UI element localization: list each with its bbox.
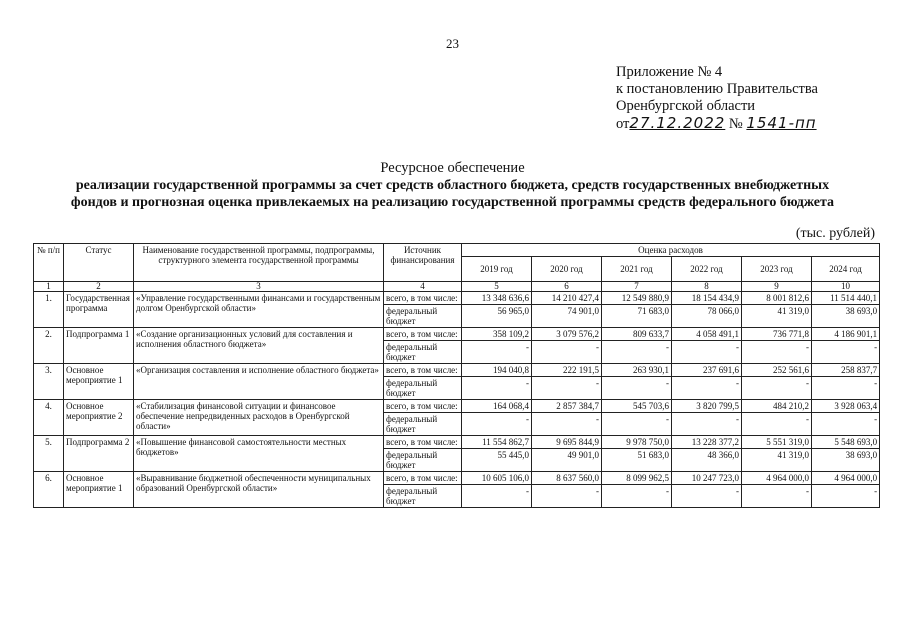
row-value: 38 693,0 — [812, 305, 880, 328]
row-source: федеральный бюджет — [384, 413, 462, 436]
table-row — [34, 292, 880, 305]
appendix-date-line — [616, 115, 818, 133]
row-value: 49 901,0 — [532, 449, 602, 472]
header-num: № п/п — [34, 244, 64, 282]
row-source: всего, в том числе: — [384, 472, 462, 485]
table-body — [34, 292, 880, 508]
title-line-3: фондов и прогнозная оценка привлекаемых на реализацию государственной программы средств федерального бюджета — [70, 195, 835, 210]
row-value: 9 978 750,0 — [602, 436, 672, 449]
row-status: Подпрограмма 2 — [64, 436, 134, 472]
row-value: 4 186 901,1 — [812, 328, 880, 341]
header-name: Наименование государственной программы, подпрограммы, структурного элемента государственной программы — [134, 244, 384, 282]
row-value: 10 247 723,0 — [672, 472, 742, 485]
row-source: всего, в том числе: — [384, 436, 462, 449]
appendix-line-3: Оренбургской области — [616, 98, 756, 114]
resource-table — [33, 243, 880, 508]
row-value: - — [672, 413, 742, 436]
row-value: 51 683,0 — [602, 449, 672, 472]
row-value: 41 319,0 — [742, 449, 812, 472]
row-value: 11 554 862,7 — [462, 436, 532, 449]
column-index: 8 — [672, 282, 742, 292]
row-value: 13 348 636,6 — [462, 292, 532, 305]
row-value: - — [812, 377, 880, 400]
row-value: 809 633,7 — [602, 328, 672, 341]
row-source: всего, в том числе: — [384, 364, 462, 377]
row-value: 5 551 319,0 — [742, 436, 812, 449]
row-status: Основное мероприятие 1 — [64, 472, 134, 508]
row-source: федеральный бюджет — [384, 377, 462, 400]
row-value: 10 605 106,0 — [462, 472, 532, 485]
row-value: - — [602, 341, 672, 364]
row-number: 4. — [34, 400, 64, 436]
number-prefix: № — [728, 116, 743, 132]
row-value: 3 079 576,2 — [532, 328, 602, 341]
row-source: федеральный бюджет — [384, 485, 462, 508]
row-value: - — [462, 413, 532, 436]
row-value: 3 820 799,5 — [672, 400, 742, 413]
row-value: - — [672, 341, 742, 364]
row-value: - — [602, 377, 672, 400]
table-row — [34, 436, 880, 449]
row-value: - — [462, 377, 532, 400]
row-value: - — [812, 413, 880, 436]
row-number: 3. — [34, 364, 64, 400]
row-value: - — [462, 485, 532, 508]
appendix-line-1: Приложение № 4 — [616, 64, 723, 80]
row-value: 484 210,2 — [742, 400, 812, 413]
row-value: 9 695 844,9 — [532, 436, 602, 449]
header-year: 2022 год — [672, 257, 742, 282]
row-source: федеральный бюджет — [384, 305, 462, 328]
row-value: - — [532, 485, 602, 508]
row-number: 6. — [34, 472, 64, 508]
table-row — [34, 472, 880, 485]
row-value: 4 964 000,0 — [742, 472, 812, 485]
header-year: 2020 год — [532, 257, 602, 282]
row-value: 237 691,6 — [672, 364, 742, 377]
row-value: 14 210 427,4 — [532, 292, 602, 305]
row-value: 78 066,0 — [672, 305, 742, 328]
row-value: 263 930,1 — [602, 364, 672, 377]
row-value: 55 445,0 — [462, 449, 532, 472]
row-value: - — [532, 413, 602, 436]
row-value: 545 703,6 — [602, 400, 672, 413]
row-number: 2. — [34, 328, 64, 364]
row-value: 2 857 384,7 — [532, 400, 602, 413]
column-index: 5 — [462, 282, 532, 292]
row-value: 4 964 000,0 — [812, 472, 880, 485]
row-value: 74 901,0 — [532, 305, 602, 328]
row-source: федеральный бюджет — [384, 449, 462, 472]
row-value: 194 040,8 — [462, 364, 532, 377]
row-value: - — [742, 485, 812, 508]
row-source: всего, в том числе: — [384, 400, 462, 413]
row-value: 164 068,4 — [462, 400, 532, 413]
row-value: 11 514 440,1 — [812, 292, 880, 305]
row-value: - — [742, 341, 812, 364]
header-year: 2021 год — [602, 257, 672, 282]
row-value: - — [462, 341, 532, 364]
row-value: 41 319,0 — [742, 305, 812, 328]
resolution-number: 1541-пп — [746, 114, 817, 132]
column-index: 4 — [384, 282, 462, 292]
column-index: 1 — [34, 282, 64, 292]
row-source: всего, в том числе: — [384, 328, 462, 341]
units-label: (тыс. рублей) — [795, 226, 875, 241]
column-index: 9 — [742, 282, 812, 292]
row-value: - — [532, 377, 602, 400]
page-number: 23 — [446, 36, 459, 51]
row-value: - — [812, 485, 880, 508]
header-year: 2024 год — [812, 257, 880, 282]
row-value: 71 683,0 — [602, 305, 672, 328]
row-value: 8 637 560,0 — [532, 472, 602, 485]
row-value: 5 548 693,0 — [812, 436, 880, 449]
appendix-block — [616, 64, 818, 133]
table-row — [34, 328, 880, 341]
row-name: «Организация составления и исполнение областного бюджета» — [134, 364, 384, 400]
row-status: Государственная программа — [64, 292, 134, 328]
row-status: Основное мероприятие 1 — [64, 364, 134, 400]
row-value: - — [742, 377, 812, 400]
row-source: всего, в том числе: — [384, 292, 462, 305]
row-value: - — [812, 341, 880, 364]
row-value: - — [672, 485, 742, 508]
row-value: 222 191,5 — [532, 364, 602, 377]
row-value: 18 154 434,9 — [672, 292, 742, 305]
column-index-row — [34, 282, 880, 292]
row-name: «Управление государственными финансами и государственным долгом Оренбургской области» — [134, 292, 384, 328]
column-index: 2 — [64, 282, 134, 292]
header-row-1 — [34, 244, 880, 257]
column-index: 10 — [812, 282, 880, 292]
row-value: 12 549 880,9 — [602, 292, 672, 305]
column-index: 3 — [134, 282, 384, 292]
row-value: 48 366,0 — [672, 449, 742, 472]
row-value: 358 109,2 — [462, 328, 532, 341]
title-line-2: реализации государственной программы за счет средств областного бюджета, средств государственных внебюджетных — [75, 178, 830, 193]
title-line-1: Ресурсное обеспечение — [380, 160, 525, 176]
row-value: - — [602, 485, 672, 508]
row-name: «Выравнивание бюджетной обеспеченности муниципальных образований Оренбургской области» — [134, 472, 384, 508]
row-value: 4 058 491,1 — [672, 328, 742, 341]
row-value: 8 099 962,5 — [602, 472, 672, 485]
header-year: 2019 год — [462, 257, 532, 282]
row-value: 8 001 812,6 — [742, 292, 812, 305]
row-value: - — [672, 377, 742, 400]
row-value: 13 228 377,2 — [672, 436, 742, 449]
row-value: - — [532, 341, 602, 364]
row-value: 258 837,7 — [812, 364, 880, 377]
row-name: «Повышение финансовой самостоятельности местных бюджетов» — [134, 436, 384, 472]
row-value: - — [742, 413, 812, 436]
row-number: 5. — [34, 436, 64, 472]
row-value: - — [602, 413, 672, 436]
row-status: Подпрограмма 1 — [64, 328, 134, 364]
row-value: 3 928 063,4 — [812, 400, 880, 413]
row-value: 38 693,0 — [812, 449, 880, 472]
document-title — [0, 160, 905, 211]
header-source: Источник финансирования — [384, 244, 462, 282]
row-source: федеральный бюджет — [384, 341, 462, 364]
table-row — [34, 364, 880, 377]
header-estimate: Оценка расходов — [462, 244, 880, 257]
row-number: 1. — [34, 292, 64, 328]
row-status: Основное мероприятие 2 — [64, 400, 134, 436]
column-index: 7 — [602, 282, 672, 292]
row-value: 56 965,0 — [462, 305, 532, 328]
resolution-date: 27.12.2022 — [629, 114, 726, 132]
row-value: 736 771,8 — [742, 328, 812, 341]
appendix-line-2: к постановлению Правительства — [616, 81, 818, 97]
table-row — [34, 400, 880, 413]
row-name: «Стабилизация финансовой ситуации и финансовое обеспечение непредвиденных расходов в Оренбургской области» — [134, 400, 384, 436]
header-status: Статус — [64, 244, 134, 282]
header-year: 2023 год — [742, 257, 812, 282]
row-value: 252 561,6 — [742, 364, 812, 377]
date-prefix: от — [616, 116, 630, 132]
row-name: «Создание организационных условий для составления и исполнения областного бюджета» — [134, 328, 384, 364]
column-index: 6 — [532, 282, 602, 292]
